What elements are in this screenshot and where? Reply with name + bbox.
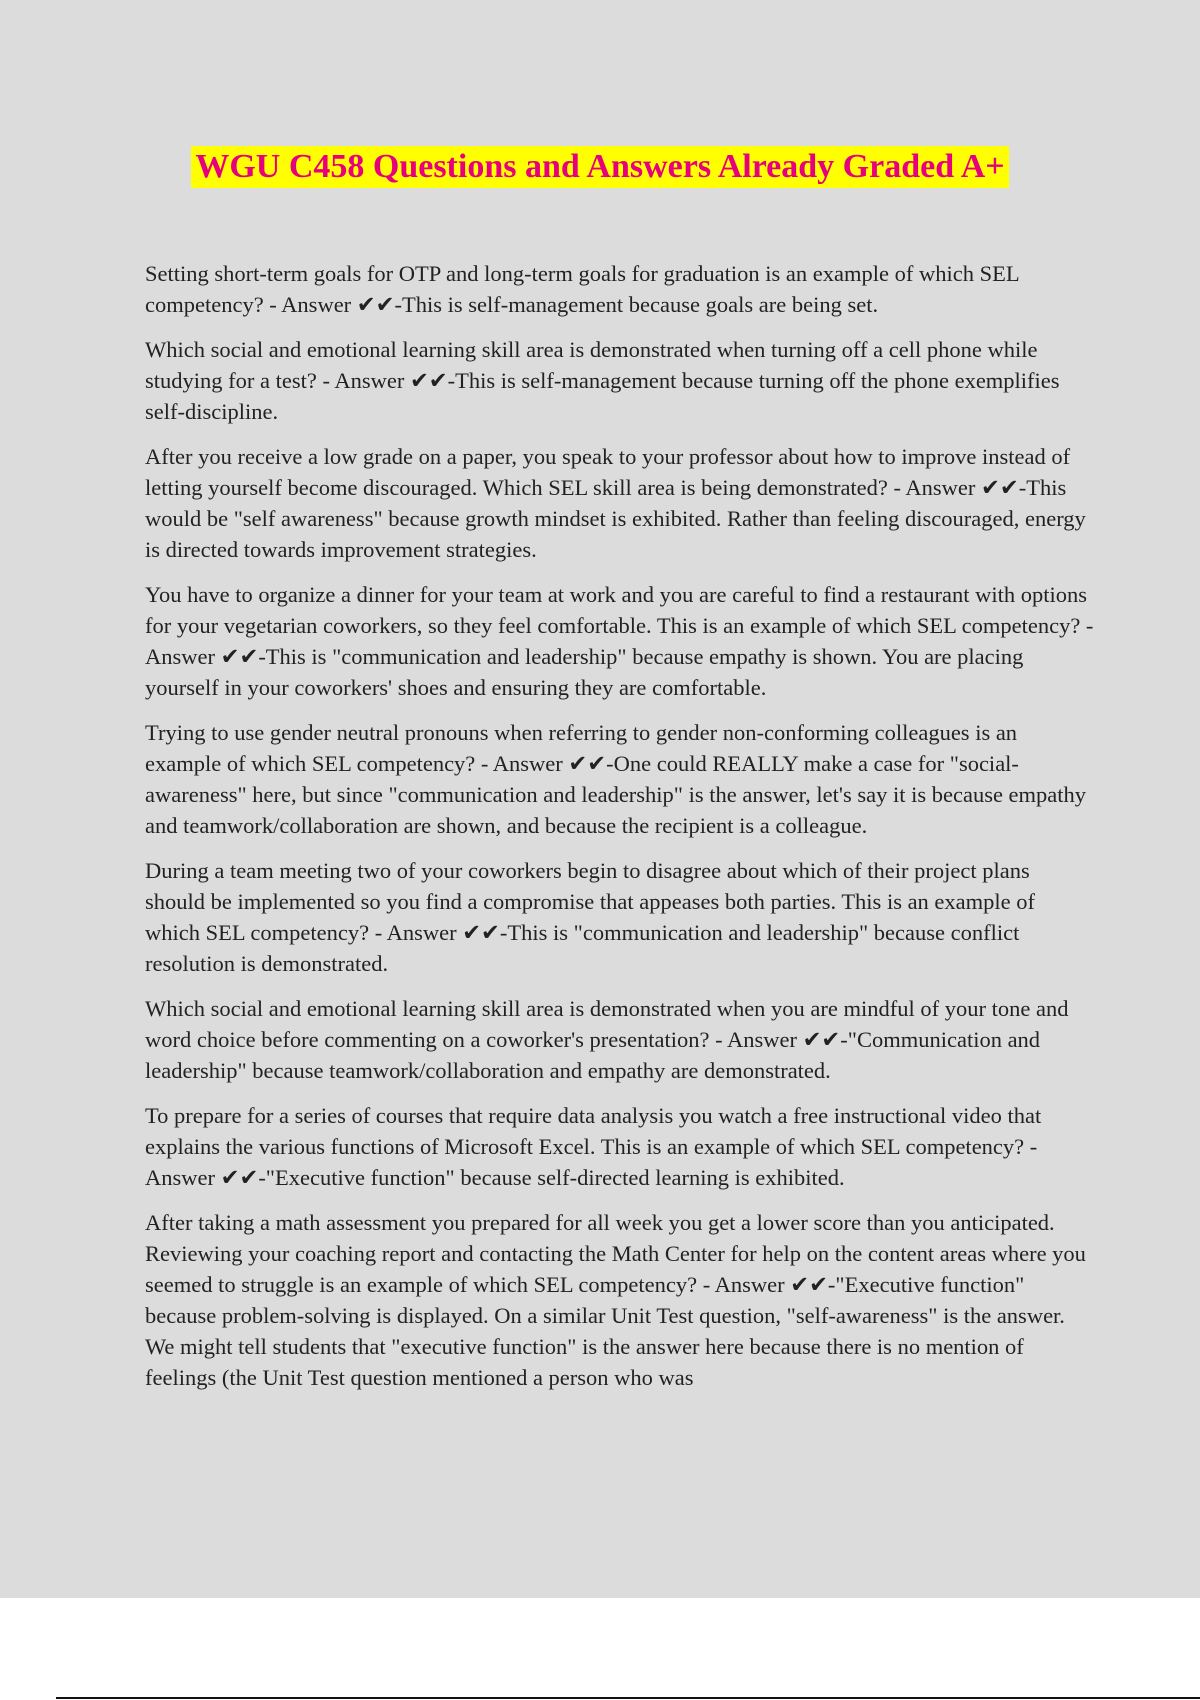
qa-item-1: Setting short-term goals for OTP and long-term goals for graduation is an example of which SEL competency? - Answer ✔✔-This is self-management because goals are being set. <box>145 261 1019 317</box>
qa-item-8: To prepare for a series of courses that require data analysis you watch a free instructional video that explains the various functions of Microsoft Excel. This is an example of which SEL competency? - Answer ✔✔-"Executive function" because self-directed learning is exhibited. <box>145 1103 1042 1190</box>
qa-item-6: During a team meeting two of your coworkers begin to disagree about which of their project plans should be implemented so you find a compromise that appeases both parties. This is an example of which SEL competency? - Answer ✔✔-This is "communication and leadership" because conflict resolution is demonstrated. <box>145 858 1036 976</box>
qa-item-5: Trying to use gender neutral pronouns when referring to gender non-conforming colleagues is an example of which SEL competency? - Answer ✔✔-One could REALLY make a case for "social-awareness" here, but since "communication and leadership" is the answer, let's say it is because empathy and teamwork/collaboration are shown, and because the recipient is a colleague. <box>145 720 1087 838</box>
qa-item-4: You have to organize a dinner for your team at work and you are careful to find a restaurant with options for your vegetarian coworkers, so they feel comfortable. This is an example of which SEL competency? - Answer ✔✔-This is "communication and leadership" because empathy is shown. You are placing yourself in your coworkers' shoes and ensuring they are comfortable. <box>145 582 1094 700</box>
qa-item-9: After taking a math assessment you prepared for all week you get a lower score than you anticipated. Reviewing your coaching report and contacting the Math Center for help on the content areas where you seemed to struggle is an example of which SEL competency? - Answer ✔✔-"Executive function" because problem-solving is displayed. On a similar Unit Test question, "self-awareness" is the answer. We might tell students that "executive function" is the answer here because there is no mention of feelings (the Unit Test question mentioned a person who was <box>145 1210 1086 1390</box>
qa-list <box>145 258 1095 1407</box>
qa-item-7: Which social and emotional learning skill area is demonstrated when you are mindful of your tone and word choice before commenting on a coworker's presentation? - Answer ✔✔-"Communication and leadership" because teamwork/collaboration and empathy are demonstrated. <box>145 996 1069 1083</box>
qa-item-2: Which social and emotional learning skill area is demonstrated when turning off a cell phone while studying for a test? - Answer ✔✔-This is self-management because turning off the phone exemplifies self-discipline. <box>145 337 1060 424</box>
page-divider <box>56 1697 1200 1699</box>
document-title: WGU C458 Questions and Answers Already Graded A+ <box>191 146 1008 188</box>
qa-item-3: After you receive a low grade on a paper, you speak to your professor about how to improve instead of letting yourself become discouraged. Which SEL skill area is being demonstrated? - Answer ✔✔-This would be "self awareness" because growth mindset is exhibited. Rather than feeling discouraged, energy is directed towards improvement strategies. <box>145 444 1086 562</box>
title-container <box>0 146 1200 188</box>
